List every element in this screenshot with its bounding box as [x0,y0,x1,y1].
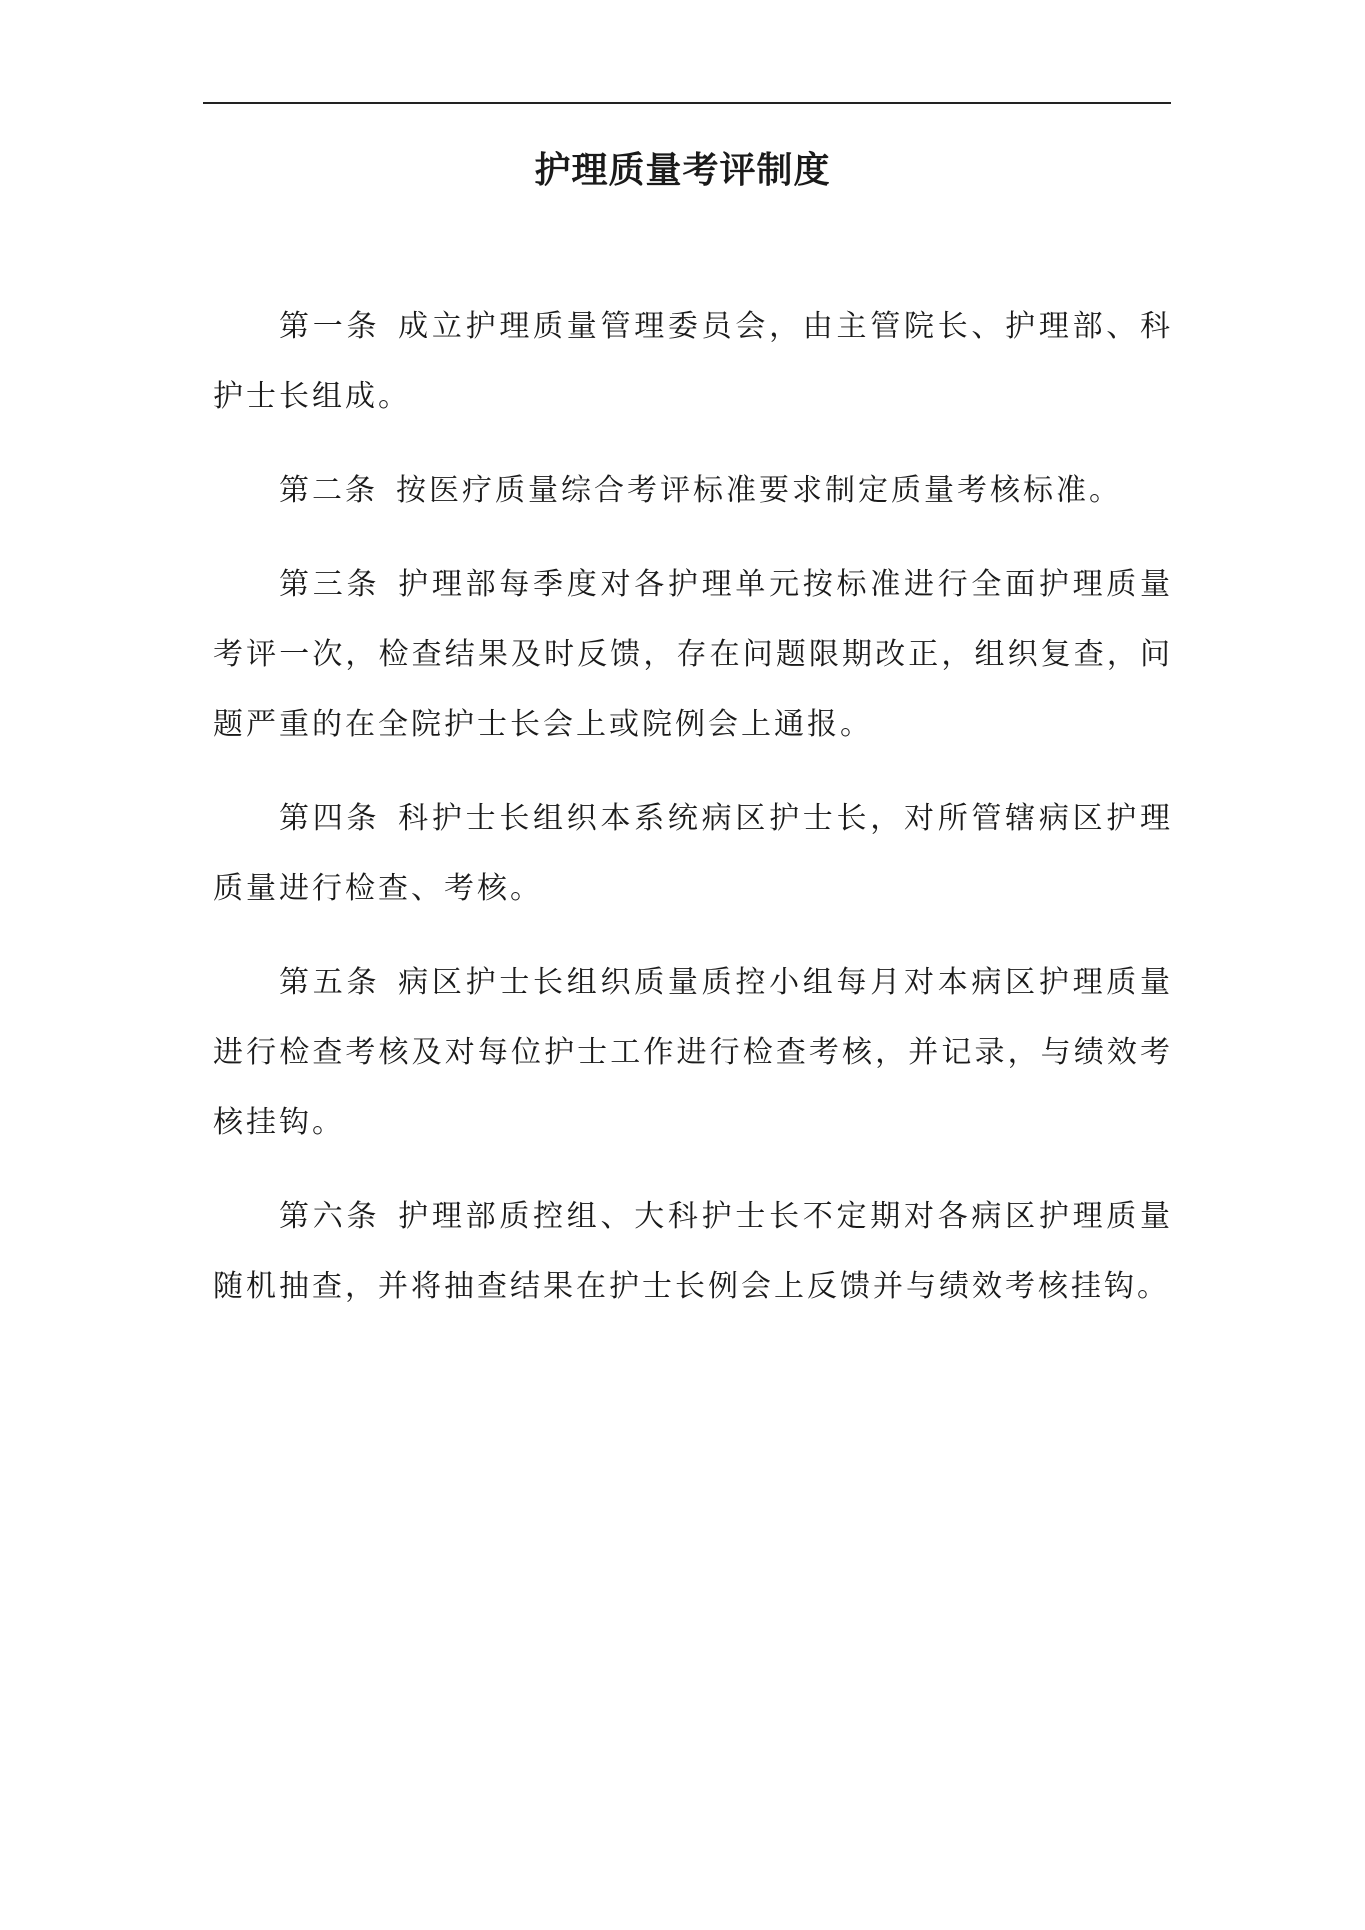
article-number: 第五条 [279,965,381,1000]
article-text: 按医疗质量综合考评标准要求制定质量考核标准。 [396,473,1122,508]
article-text: 成立护理质量管理委员会，由主管院长、护理部、科护士长组成。 [213,309,1174,414]
article-4 [213,784,1173,924]
article-number: 第一条 [279,309,381,344]
article-number: 第二条 [279,473,378,508]
article-3 [213,550,1173,760]
article-number: 第四条 [279,801,381,836]
document-body [213,292,1173,1346]
header-rule [203,102,1171,104]
article-text: 护理部质控组、大科护士长不定期对各病区护理质量随机抽查，并将抽查结果在护士长例会上反馈并与绩效考核挂钩。 [213,1199,1174,1304]
article-number: 第六条 [279,1199,381,1234]
article-number: 第三条 [279,567,381,602]
article-text: 科护士长组织本系统病区护士长，对所管辖病区护理质量进行检查、考核。 [213,801,1174,906]
article-5 [213,948,1173,1158]
document-title: 护理质量考评制度 [534,150,831,191]
article-1 [213,292,1173,432]
article-2 [213,456,1173,526]
article-text: 护理部每季度对各护理单元按标准进行全面护理质量考评一次，检查结果及时反馈，存在问题限期改正，组织复查，问题严重的在全院护士长会上或院例会上通报。 [213,567,1174,742]
article-text: 病区护士长组织质量质控小组每月对本病区护理质量进行检查考核及对每位护士工作进行检查考核，并记录，与绩效考核挂钩。 [213,965,1174,1140]
article-6 [213,1182,1173,1322]
